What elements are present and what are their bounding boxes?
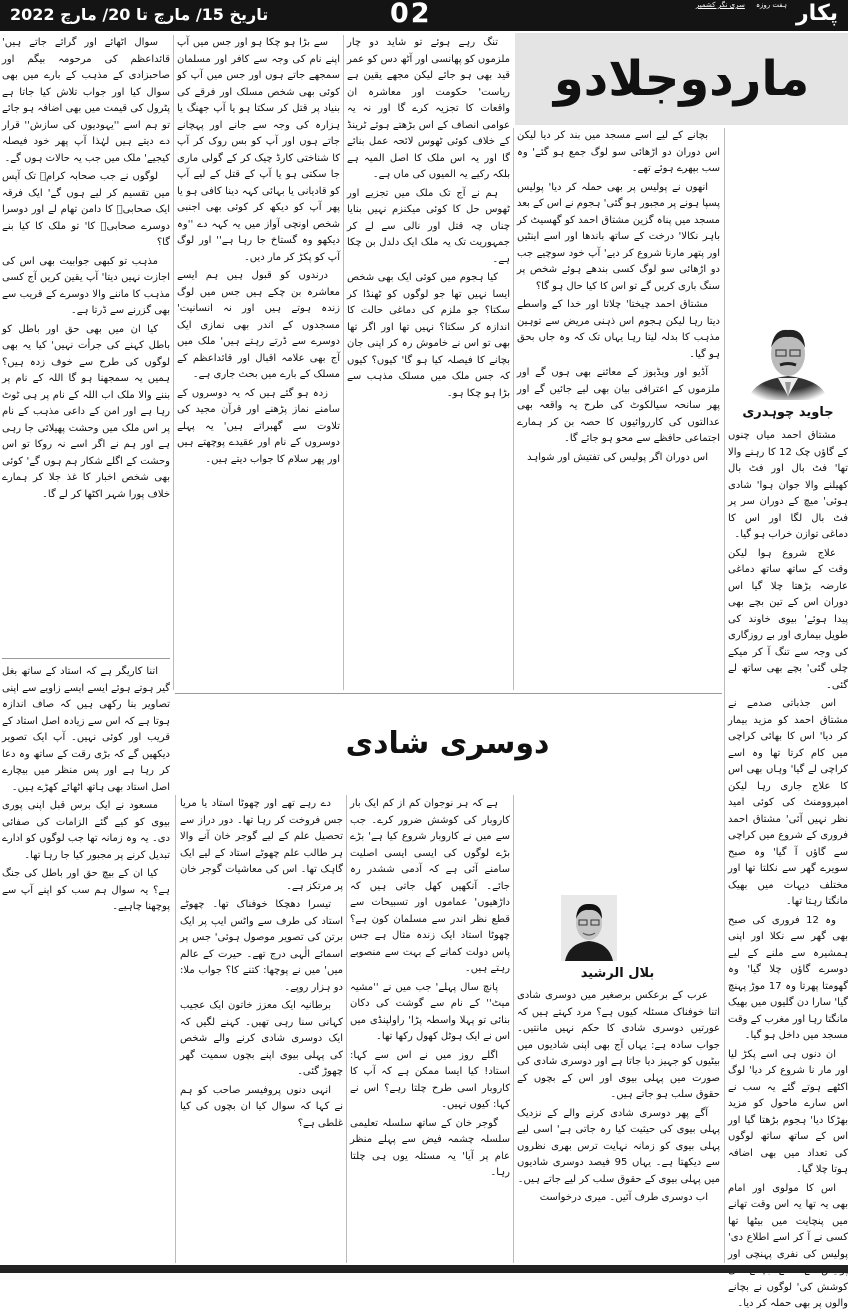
author-photo-bilal-ur-rasheed [561, 895, 617, 961]
paragraph: علاج شروع ہوا لیکن وقت کے ساتھ ساتھ دماغی عارضہ بڑھتا چلا گیا اس دوران اس کے تین بچے بھی پیدا ہوئے' بیوی خاوند کی طویل بیماری اور بے روزگاری کی وجہ سے تنگ آ کر میکے چلی گئی' بچے بھی ساتھ لے گئی۔ [728, 547, 848, 691]
paragraph: انھوں نے پولیس پر بھی حملہ کر دیا' پولیس پسپا ہونے پر مجبور ہو گئی' ہجوم نے اس کے بعد مسجد میں پناہ گزین مشتاق احمد کو گھسیٹ کر باہر نکالا' درخت کے ساتھ باندھا اور اسے اینٹیں اور پتھر مارنا شروع کر دیے' آپ خود سوچیے جب دو اڑھائی سو لوگ کسی بندھے ہوئے شخص پر سنگ باری کریں گے تو اس کا کیا حال ہو گا؟ [516, 181, 720, 292]
paragraph: درندوں کو قبول ہیں ہم ایسے معاشرہ بن چکے ہیں جس میں لوگ زندہ ہوتے ہیں اور نہ انسانیت' مسجدوں کے اندر بھی نمازی ایک دوسرے سے ڈرتے رہتے ہیں' ملک میں آج بھی علامہ اقبال اور قائداعظم کے مسلک کے بارے میں بحث جاری ہے۔ [177, 270, 340, 380]
article1-column [2, 35, 170, 653]
paragraph: اس جذباتی صدمے نے مشتاق احمد کو مزید بیمار کر دیا' اس کا بھائی کراچی میں کام کرتا تھا وہ اسے کراچی لے گیا' وہاں بھی اس کا علاج جاری رہا لیکن امپروومنٹ کی کوئی امید نظر نہیں آئی' مشتاق احمد فروری کے شروع میں کراچی سے گاؤں آ گیا' وہ صبح سویرے گھر سے نکلتا تھا اور مختلف دیہات میں بھیک مانگتا رہتا تھا۔ [728, 698, 848, 907]
page-footer-bar [0, 1265, 848, 1273]
logo-name: پکار [796, 1, 838, 26]
article1-column [177, 35, 340, 687]
article2-column [180, 796, 343, 1262]
paragraph: پانچ سال پہلے' جب میں نے ''مشیہ میٹ'' کے نام سے گوشت کی دکان بنائی تو پہلا واسطہ پڑا' راولپنڈی میں اس نے ایک ہوٹل کھول رکھا تھا۔ [350, 981, 510, 1042]
column-divider [173, 35, 174, 690]
paragraph: زدہ ہو گئے ہیں کہ یہ دوسروں کے سامنے نماز پڑھنے اور قرآن مجید کی تلاوت سے گھبراتے ہیں' یہ پہلے دوسروں کے نام اور عقیدے پوچھتے ہیں اور پھر سلام کا جواب دیتے ہیں۔ [177, 387, 340, 465]
paragraph: کیا ہجوم میں کوئی ایک بھی شخص ایسا نہیں تھا جو لوگوں کو ٹھنڈا کر سکتا؟ جو ملزم کی دماغی حالت کا اندازہ کر سکتا؟ نہیں تھا اور اگر تھا بھی تو اس نے خاموش رہ کر اپنی جان بچانے کا فیصلہ کیا ہو گا' کیوں؟ کیوں کہ جس ملک میں مسلک مذہب سے بڑا ہو چکا ہو۔ [347, 272, 510, 399]
paragraph: ہے کہ ہر نوجوان کم از کم ایک بار کاروبار کی کوشش ضرور کرے۔ جب سے میں نے کاروبار شروع کیا ہے' بڑے بڑے لوگوں کی ایسی ایسی اصلیت سامنے آئی ہے کہ آدمی ششدر رہ جائے۔ آنکھیں کھل جاتی ہیں کہ داڑھیوں' عماموں اور تسبیحات سے قطع نظر اندر سے مسلمان کون ہے؟ چھوٹا استاد ایک زندہ مثال ہے جس پاس دولت کمانے کے بہت سے منصوبے رہتے ہیں۔ [350, 798, 510, 974]
paragraph: کیا ان میں بھی حق اور باطل کو باطل کہنے کی جرأت نہیں' کیا یہ بھی لوگوں کی طرح سے خوف زدہ ہیں؟ ہمیں یہ سمجھنا ہو گا اللہ کے نام پر بننے والا ملک اب اللہ کے نام پر ہی ٹوٹ رہا ہے اور امن کے داعی مذہب کے نام پر اس ملک میں وحشت پھیلائی جا رہی ہے اور ہم نے اگر اسے نہ روکا تو اس وحشت کے اگلے شکار ہم ہوں گے' کوئی بھی شخص اخبار کا غذ جلا کر ہمارے خلاف پورا شہر اکٹھا کر لے گا۔ [2, 323, 170, 500]
article2-column [2, 664, 170, 1262]
paragraph: اگلے روز میں نے اس سے کہا: استاد! کیا ایسا ممکن ہے کہ آپ کا کاروبار اسی طرح چلتا رہے؟ اس نے کہا: کیوں نہیں۔ [350, 1049, 510, 1110]
article2-column [517, 988, 720, 1262]
paragraph: اب دوسری طرف آئیں۔ میری درخواست [539, 1192, 708, 1203]
paragraph: سے بڑا ہو چکا ہو اور جس میں آپ اپنے نام کی وجہ سے کافر اور مسلمان سمجھے جاتے ہوں اور جس میں آپ کو کوئی بھی شخص مسلک اور فرقے کی بنیاد پر قتل کر سکتا ہو یا آپ جھنگ یا ہزارہ کی وجہ سے جانے اور پہچانے جاتے ہوں اور آپ کو بس روک کر آپ کا شناختی کارڈ چیک کر کے گولی ماری جا سکتی ہو یا آپ کے قتل کے لیے آپ کو قادیانی یا بہائی کہہ دینا کافی ہو یا پھر آپ کو دیکھ کر کوئی بھی اجنبی شخص اونچی آواز میں یہ کہہ دے ''وہ دیکھو وہ گستاخ جا رہا ہے'' اور لوگ آپ کو پکڑ کر مار دیں۔ [177, 37, 340, 263]
article2-headline: دوسری شادی [345, 726, 550, 761]
article1-column [347, 35, 510, 687]
column-divider [724, 128, 725, 1263]
paragraph: سوال اٹھائے اور گرائے جاتے ہیں' قائداعظم کی مرحومہ بیگم اور صاحبزادی کے مذہب کے بارے میں بھی سوال کیا اور جواب تلاش کیا جاتا ہے پٹرول کی قیمت میں بھی اضافہ ہو جائے تو ہم اسے ''یہودیوں کی سازش'' قرار دے دیتے ہیں لہٰذا آپ پھر خود فیصلہ کیجیے' ملک میں جب یہ حالات ہوں گے۔ [2, 37, 170, 164]
column-divider [513, 128, 514, 690]
article1-headline-box [515, 33, 848, 125]
paragraph: دے رہے تھے اور چھوٹا استاد یا مریا جس فروخت کر رہا تھا۔ دور دراز سے تحصیل علم کے لیے گوجر خان آنے والا ہر طالب علم چھوٹے استاد کے لیے ایک گاہک تھا۔ اس کی معاشیات گوجر خان پر مرتکز ہے۔ [180, 798, 343, 892]
logo-subtitle: ہفت روزہ [755, 1, 787, 9]
paragraph: ان دنوں ہی اسے پکڑ لیا اور مار نا شروع کر دیا' لوگ اکٹھے ہوتے گئے یہ سب نے اس سارے ماحول کو مزید بھڑکا دیا' ہجوم بڑھتا گیا اور اس کے ساتھ ساتھ لوگوں کی تعداد میں بھی اضافہ ہوتا چلا گیا۔ [728, 1048, 848, 1175]
paragraph: آڈیو اور ویڈیوز کے معائنے بھی ہوں گے اور ملزموں کے اعترافی بیان بھی لیے جائیں گے اور پھر سانحہ سیالکوٹ کی طرح یہ واقعہ بھی عدالتوں کی کارروائیوں کا حصہ بن کر ہمارے اجتماعی حافظے سے محو ہو جائے گا۔ [517, 367, 720, 444]
issue-date: تاریخ 15/ مارچ تا 20/ مارچ 2022 [10, 5, 269, 24]
article1-headline: ماردوجلادو [553, 51, 810, 107]
column-divider [175, 795, 176, 1263]
article1-column [517, 128, 720, 688]
paragraph: ہم نے آج تک ملک میں تجزیے اور ٹھوس حل کا کوئی میکنزم نہیں بنایا چناں چہ قتل اور نالی سے لے کر جمہوریت تک یہ ملک ایک دلدل بن چکا ہے۔ [347, 187, 510, 265]
paragraph: مشتاق احمد میاں چنوں کے گاؤں چک 12 کا رہنے والا تھا' فٹ بال اور فٹ بال کھیلنے والا جوان ہوا' شادی ہوئی' میچ کے دوران سر پر فٹ بال لگا اور اس کا دماغی توازن خراب ہو گیا۔ [728, 430, 848, 540]
page-number: 02 [390, 0, 432, 29]
author-photo-javed-chaudhry [738, 322, 838, 400]
paragraph: کیا ان کے بیچ حق اور باطل کی جنگ ہے؟ یہ سوال ہم سب کو اپنے آپ سے پوچھنا چاہیے۔ [2, 868, 170, 912]
paragraph: گوجر خان کے ساتھ سلسلہ تعلیمی سلسلہ چشمہ فیض سے پہلے منظر عام پر آیا' یہ مسئلہ یوں ہی چلتا رہا۔ [350, 1117, 510, 1178]
article-separator [175, 693, 722, 694]
paragraph: آگے پھر دوسری شادی کرنے والے کے نزدیک پہلی بیوی کی حیثیت کیا رہ جاتی ہے' اسی لیے پہلی بیوی کو زمانہ نہایت ترس بھری نظروں سے دیکھتا ہے۔ یہاں 95 فیصد دوسری شادیوں میں پہلی بیوی کے حقوق سلب کر لیے جاتے ہیں۔ [517, 1107, 721, 1185]
newspaper-logo [538, 1, 838, 26]
column-divider [343, 35, 344, 690]
paragraph: انہی دنوں پروفیسر صاحب کو ہم نے کہا کہ سوال کیا ان بچوں کی کیا غلطی ہے؟ [180, 1084, 343, 1129]
column-divider [346, 795, 347, 1263]
paragraph: عرب کے برعکس برصغیر میں دوسری شادی اتنا خوفناک مسئلہ کیوں ہے؟ مرد کہتے ہیں کہ عورتیں دوسری شادی کا حکم نہیں مانتیں۔ جواب سادہ ہے: یہاں آج بھی اپنی شادیوں میں بیٹیوں کو جہیز دیا جاتا ہے اور دوسری شادی کی صورت میں پہلی بیوی اور اس کے بچوں کے حقوق سلب ہو جاتے ہیں۔ [517, 990, 720, 1100]
article2-column [350, 796, 510, 1262]
author-name-javed-chaudhry: جاوید چوہدری [742, 405, 834, 420]
paragraph: اتنا کاریگر ہے کہ استاد کے ساتھ بغل گیر ہوتے ہوئے ایسے ایسے زاویے سے اپنی تصاویر بنا رکھی ہیں کہ صاف اندازہ ہوتا ہے کہ اس سے زیادہ اصل استاد کے قریب اور کوئی نہیں۔ آپ ایک تصویر دیکھیں گے کہ بڑی رقت کے ساتھ وہ دعا کر رہا ہے اور پس منظر میں بیچارے اصل استاد بھی ہاتھ اٹھائے کھڑے ہیں۔ [2, 666, 170, 793]
paragraph: مذہب تو کبھی جوابیت بھی اس کی اجازت نہیں دیتا' آپ یقین کریں آج کسی مذہب کا ماننے والا دوسرے کے قریب سے بھی گزرنے سے ڈرتا ہے۔ [2, 255, 170, 316]
paragraph: مشتاق احمد چیختا' چلاتا اور خدا کے واسطے دیتا رہا لیکن ہجوم اس ذہنی مریض سے توہین مذہب کا بدلہ لیتا رہا یہاں تک کہ وہ جاں بحق ہو گیا۔ [517, 299, 720, 360]
article-separator [2, 658, 170, 659]
column-divider [513, 795, 514, 1263]
author-name-bilal-ur-rasheed: بلال الرشید [580, 966, 655, 981]
paragraph: تنگ رہے ہوئے تو شاید دو چار ملزموں کو پھانسی اور آٹھ دس کو عمر قید بھی ہو جائے لیکن مجھے یقین ہے ریاست' حکومت اور معاشرہ ان واقعات کا تجزیہ کرے گا اور نہ یہ عوامی انصاف کے اس بڑھتے ہوئے ٹرینڈ کے خلاف کوئی ٹھوس لائحہ عمل بنائے گا اور یہ اس ملک کا اصل المیہ ہے بلکہ رکیے یہ المیوں کی ماں ہے۔ [347, 37, 510, 180]
paragraph: برطانیہ ایک معزز خاتون ایک عجیب کہانی سنا رہی تھیں۔ کہنے لگیں کہ ایک دوسری شادی کرنے والے شخص کی پہلی بیوی اپنے بچوں سمیت گھر چھوڑ گئی۔ [180, 1000, 343, 1077]
paragraph: لوگوں نے جب صحابہ کرامؓ تک آپس میں تقسیم کر لیے ہوں گے' ایک فرقہ ایک صحابیؓ کا دامن تھام لے اور دوسرا دوسرے صحابیؓ کا' تو ملک کا کیا بنے گا؟ [2, 171, 170, 248]
paragraph: اس دوران اگر پولیس کی تفتیش اور شواہد [527, 451, 708, 463]
paragraph: وہ 12 فروری کی صبح بھی گھر سے نکلا اور اپنی ہمشیرہ سے ملنے کے لیے دوسرے گاؤں چلا گیا' وہ گھومتا پھرتا وہ 17 موڑ پہنچ گیا' سارا دن گلیوں میں بھیک مانگتا رہا اور مغرب کے وقت مسجد میں داخل ہو گیا۔ [728, 914, 848, 1041]
paragraph: اس کا مولوی اور امام بھی یہ تھا یہ اس وقت تھانے میں پنچایت میں بیٹھا تھا کسی نے آ کر اسے اطلاع دی' پولیس کی نفری پہنچی اور کوشش کی' لوگوں نے بچانے والوں پر بھی حملہ کر دیا۔ [728, 1182, 848, 1309]
article1-column [728, 428, 848, 1309]
logo-place: سری نگر کشمیر [695, 1, 745, 9]
paragraph: بچانے کے لیے اسے مسجد میں بند کر دیا لیکن اس دوران دو اڑھائی سو لوگ جمع ہو گئے' وہ سب بپھرے ہوئے تھے۔ [517, 130, 720, 174]
masthead-bar [0, 0, 848, 31]
paragraph: تیسرا دھچکا خوفناک تھا۔ چھوٹے استاد کی طرف سے واٹس ایپ پر ایک برتن کی تصویر موصول ہوئی' جس پر اسمائے الٰہی درج تھے۔ حیرت کے عالم میں' میں نے پوچھا: کتنے کا؟ جواب ملا: دو ہزار روپے۔ [180, 899, 343, 993]
paragraph: مسعود نے ایک برس قبل اپنی پوری بیوی کو کیے گئے الزامات کی صفائی دی۔ یہ وہ زمانہ تھا جب لوگوں کو ادارے تبدیل کرنے پر مجبور کیا جا رہا تھا۔ [2, 800, 170, 861]
